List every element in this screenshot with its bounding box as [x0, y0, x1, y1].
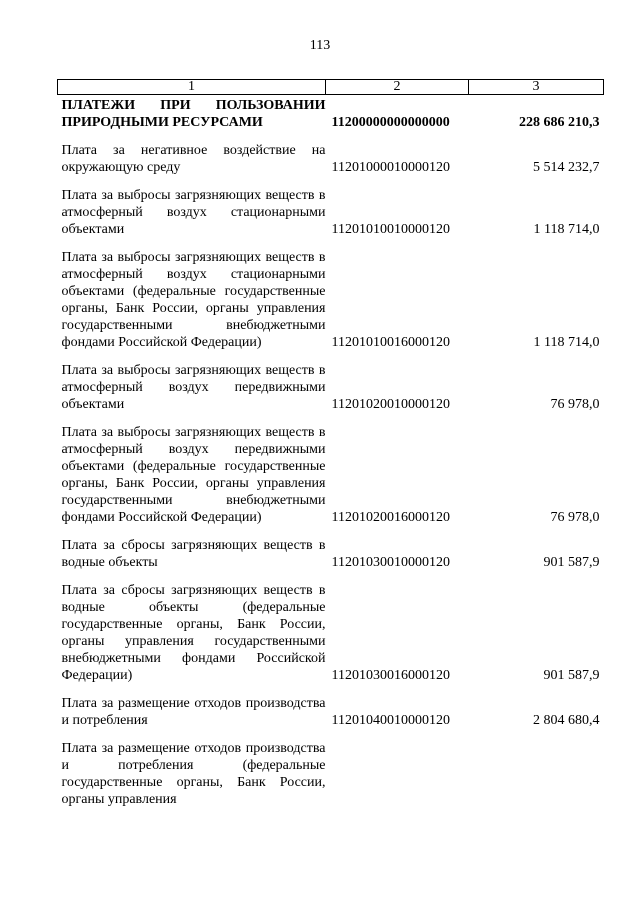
row-amount: 76 978,0 — [550, 397, 600, 412]
row-code: 11201040010000120 — [331, 713, 450, 728]
column-number: 2 — [326, 80, 469, 95]
row-code: 11201030016000120 — [331, 668, 450, 683]
table-row — [58, 176, 604, 238]
table-row — [58, 526, 604, 571]
budget-table — [57, 79, 604, 808]
row-name: ПЛАТЕЖИ ПРИ ПОЛЬЗОВАНИИ ПРИРОДНЫМИ РЕСУРСАМИ — [61, 98, 326, 130]
row-name: Плата за выбросы загрязняющих веществ в атмосферный воздух стационарными объектами (федеральные государственные органы, Банк России, органы управления государственными внебюджетными фондами Российской Федерации) — [61, 250, 326, 350]
row-code — [326, 729, 469, 808]
row-name: Плата за выбросы загрязняющих веществ в атмосферный воздух передвижными объектами — [61, 363, 326, 412]
column-number: 1 — [58, 80, 326, 95]
row-amount: 76 978,0 — [550, 510, 600, 525]
row-name: Плата за негативное воздействие на окружающую среду — [61, 143, 326, 175]
table-row — [58, 571, 604, 684]
row-name: Плата за выбросы загрязняющих веществ в атмосферный воздух передвижными объектами (федеральные государственные органы, Банк России, органы управления государственными внебюджетными фондами Российской Федерации) — [61, 425, 326, 525]
row-amount — [469, 729, 604, 808]
row-code: 11201020016000120 — [331, 510, 450, 525]
row-amount: 901 587,9 — [543, 555, 600, 570]
table-row — [58, 684, 604, 729]
table-row — [58, 351, 604, 413]
row-name: Плата за размещение отходов производства и потребления (федеральные государственные органы, Банк России, органы управления — [61, 741, 326, 807]
row-code: 11201020010000120 — [331, 397, 450, 412]
row-code: 11201000010000120 — [331, 160, 450, 175]
table-row — [58, 131, 604, 176]
table-row — [58, 729, 604, 808]
table-body — [58, 95, 604, 809]
table-row — [58, 95, 604, 132]
row-amount: 228 686 210,3 — [519, 115, 600, 130]
page-number: 113 — [309, 38, 331, 53]
row-name: Плата за сбросы загрязняющих веществ в водные объекты — [61, 538, 326, 570]
row-amount: 1 118 714,0 — [533, 335, 600, 350]
table-row — [58, 238, 604, 351]
row-amount: 1 118 714,0 — [533, 222, 600, 237]
row-amount: 901 587,9 — [543, 668, 600, 683]
row-name: Плата за сбросы загрязняющих веществ в водные объекты (федеральные государственные органы, Банк России, органы управления государственными внебюджетными фондами Российской Федерации) — [61, 583, 326, 683]
row-name: Плата за выбросы загрязняющих веществ в атмосферный воздух стационарными объектами — [61, 188, 326, 237]
row-amount: 5 514 232,7 — [533, 160, 600, 175]
row-code: 11201010010000120 — [331, 222, 450, 237]
row-amount: 2 804 680,4 — [533, 713, 600, 728]
row-code: 11201030010000120 — [331, 555, 450, 570]
row-name: Плата за размещение отходов производства и потребления — [61, 696, 326, 728]
column-number-header — [58, 80, 604, 95]
column-number: 3 — [469, 80, 604, 95]
row-code: 11201010016000120 — [331, 335, 450, 350]
row-code: 11200000000000000 — [331, 115, 450, 130]
table-row — [58, 413, 604, 526]
